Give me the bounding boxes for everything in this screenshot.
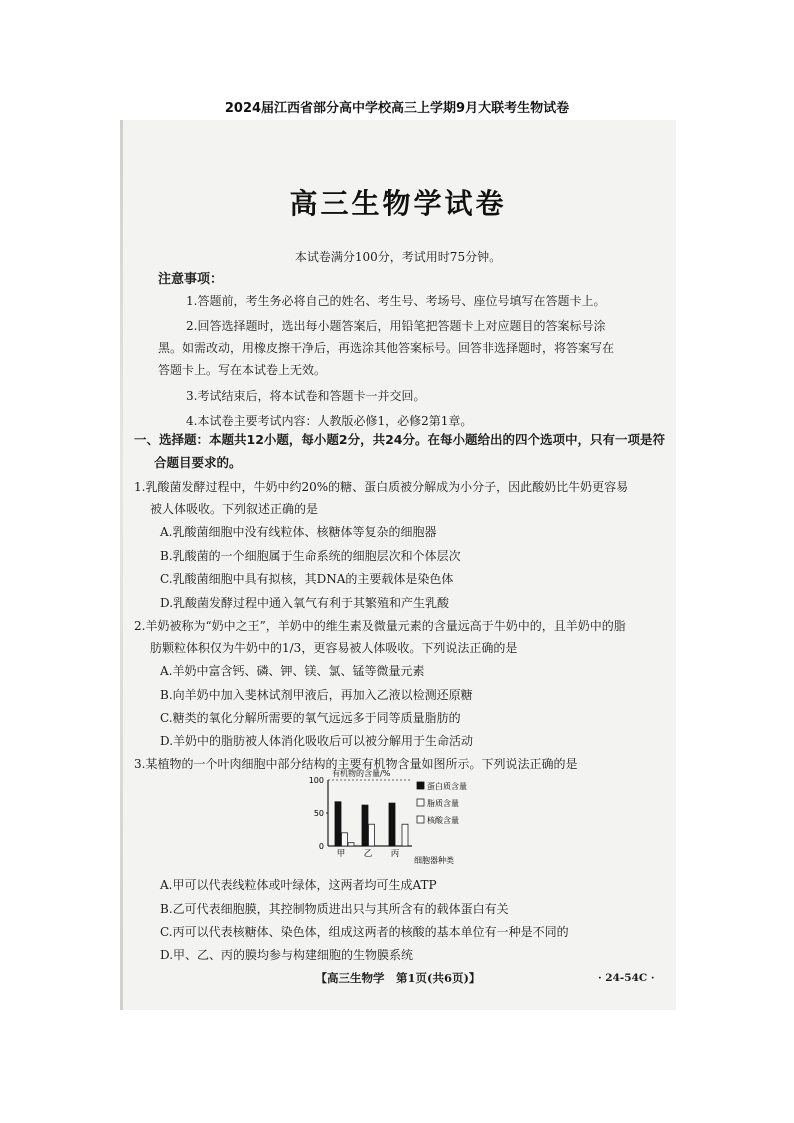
page-footer: 【高三生物学 第1页(共6页)】: [315, 971, 481, 985]
q3-option-b: B.乙可代表细胞膜，其控制物质进出只与其所含有的载体蛋白有关: [160, 902, 509, 916]
q3-option-c: C.丙可以代表核糖体、染色体，组成这两者的核酸的基本单位有一种是不同的: [160, 925, 569, 939]
chart-legend-label: 蛋白质含量: [427, 782, 467, 791]
notice-line: 黑。如需改动，用橡皮擦干净后，再选涂其他答案标号。回答非选择题时，将答案写在: [158, 341, 615, 355]
notice-title: 注意事项：: [158, 272, 224, 287]
section-title-cont: 合题目要求的。: [154, 455, 242, 470]
question-1-stem-cont: 被人体吸收。下列叙述正确的是: [150, 502, 319, 516]
notice-line: 1.答题前，考生务必将自己的姓名、考生号、考场号、座位号填写在答题卡上。: [186, 294, 606, 308]
organelle-content-chart: [300, 768, 500, 866]
chart-y-tick-label: 50: [313, 809, 324, 818]
chart-bar: [369, 824, 375, 846]
question-1-stem: 1.乳酸菌发酵过程中，牛奶中约20%的糖、蛋白质被分解成为小分子，因此酸奶比牛奶更容易: [134, 480, 629, 494]
section-title: 一、选择题：本题共12小题，每小题2分，共24分。在每小题给出的四个选项中，只有一项是符: [134, 432, 665, 447]
chart-bar: [335, 802, 341, 846]
q2-option-b: B.向羊奶中加入斐林试剂甲液后，再加入乙液以检测还原糖: [160, 688, 473, 702]
chart-y-tick-label: 100: [308, 776, 324, 785]
chart-bar: [402, 824, 408, 846]
q2-option-d: D.羊奶中的脂肪被人体消化吸收后可以被分解用于生命活动: [160, 734, 474, 748]
q1-option-c: C.乳酸菌细胞中具有拟核，其DNA的主要载体是染色体: [160, 572, 454, 586]
q1-option-d: D.乳酸菌发酵过程中通入氧气有利于其繁殖和产生乳酸: [160, 596, 450, 610]
question-3-stem: 3.某植物的一个叶肉细胞中部分结构的主要有机物含量如图所示。下列说法正确的是: [134, 757, 578, 771]
chart-y-axis-label: 有机物的含量/%: [332, 769, 391, 778]
question-2-stem-cont: 肪颗粒体积仅为牛奶中的1/3，更容易被人体吸收。下列说法正确的是: [150, 641, 518, 655]
paper-code: · 24-54C ·: [598, 972, 655, 984]
chart-x-tick-label: 丙: [390, 849, 400, 859]
chart-x-axis-label: 细胞器种类: [414, 856, 454, 865]
q3-option-a: A.甲可以代表线粒体或叶绿体，这两者均可生成ATP: [160, 878, 437, 892]
document-header: 2024届江西省部分高中学校高三上学期9月大联考生物试卷: [224, 101, 570, 116]
q1-option-a: A.乳酸菌细胞中没有线粒体、核糖体等复杂的细胞器: [160, 525, 437, 539]
chart-legend-swatch: [417, 799, 424, 806]
scanned-exam-page: [120, 120, 676, 1010]
exam-title: 高三生物学试卷: [289, 187, 507, 220]
chart-bar: [342, 833, 348, 846]
chart-x-tick-label: 乙: [363, 849, 373, 859]
notice-line: 4.本试卷主要考试内容：人教版必修1，必修2第1章。: [186, 414, 473, 428]
chart-x-tick-label: 甲: [336, 849, 346, 859]
notice-line: 2.回答选择题时，选出每小题答案后，用铅笔把答题卡上对应题目的答案标号涂: [186, 319, 606, 333]
chart-legend-label: 核酸含量: [427, 816, 459, 825]
chart-legend-swatch: [417, 816, 424, 823]
notice-line: 答题卡上。写在本试卷上无效。: [158, 363, 327, 377]
chart-legend-swatch: [417, 782, 424, 789]
question-2-stem: 2.羊奶被称为“奶中之王”，羊奶中的维生素及微量元素的含量远高于牛奶中的，且羊奶中的脂: [134, 619, 626, 633]
notice-line: 3.考试结束后，将本试卷和答题卡一并交回。: [186, 389, 426, 403]
chart-bar: [362, 805, 368, 846]
q2-option-a: A.羊奶中富含钙、磷、钾、镁、氯、锰等微量元素: [160, 664, 425, 678]
chart-legend-label: 脂质含量: [427, 799, 459, 808]
chart-bar: [389, 803, 395, 846]
q2-option-c: C.糖类的氧化分解所需要的氧气远远多于同等质量脂肪的: [160, 711, 461, 725]
chart-y-tick-label: 0: [318, 842, 324, 851]
q3-option-d: D.甲、乙、丙的膜均参与构建细胞的生物膜系统: [160, 948, 414, 962]
chart-bar: [348, 843, 354, 846]
exam-subtitle: 本试卷满分100分，考试用时75分钟。: [294, 250, 502, 264]
q1-option-b: B.乳酸菌的一个细胞属于生命系统的细胞层次和个体层次: [160, 549, 461, 563]
